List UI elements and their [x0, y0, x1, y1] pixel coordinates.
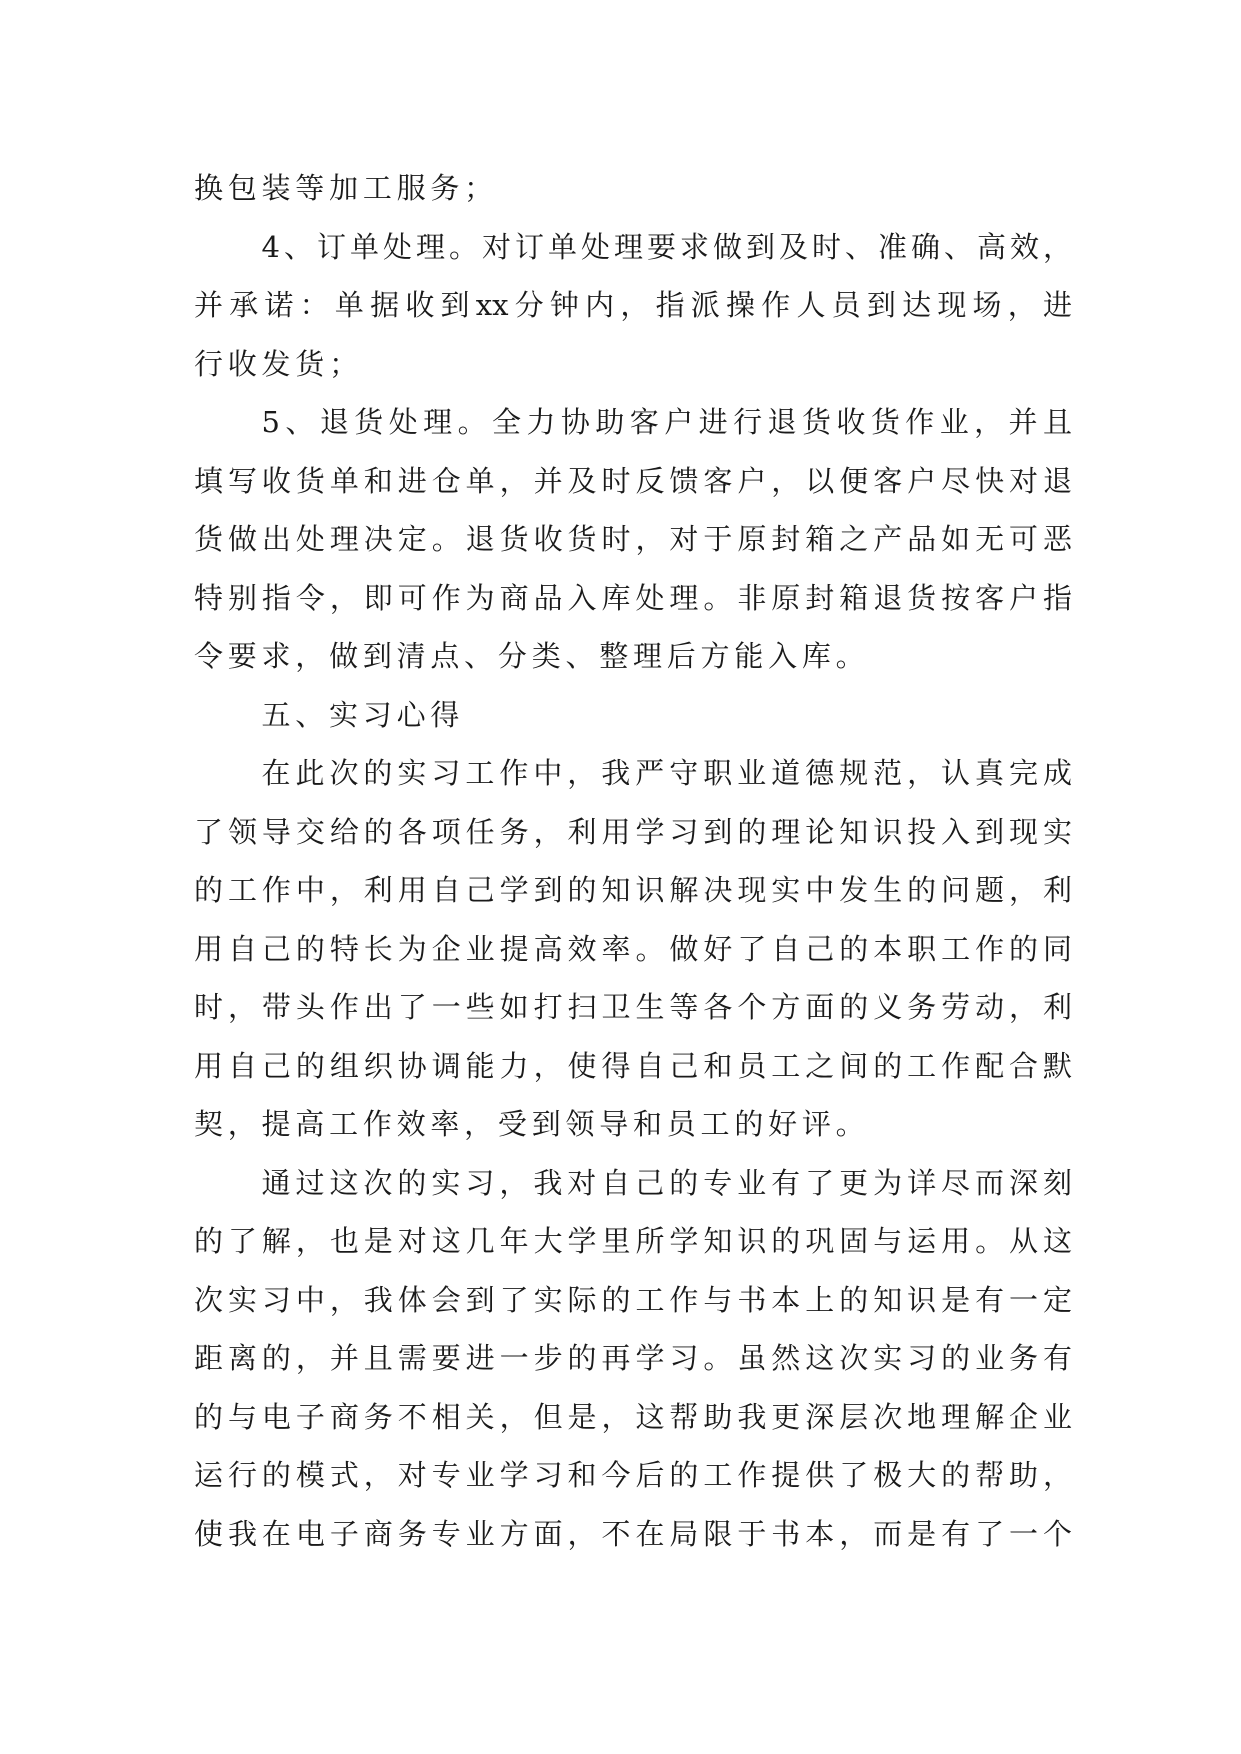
text-line: 使我在电子商务专业方面，不在局限于书本，而是有了一个: [194, 1516, 1072, 1551]
paragraph: [194, 1154, 1072, 1564]
text-line: 换包装等加工服务；: [194, 171, 498, 205]
text-line: 通过这次的实习，我对自己的专业有了更为详尽而深刻: [261, 1165, 1072, 1200]
paragraph: [194, 393, 1072, 686]
text-line: 特别指令，即可作为商品入库处理。非原封箱退货按客户指: [194, 580, 1072, 615]
text-line: 并承诺：单据收到xx分钟内，指派操作人员到达现场，进: [194, 288, 1072, 322]
body-text: [194, 159, 1072, 1563]
section-heading-block: [194, 686, 1072, 745]
text-line: 运行的模式，对专业学习和今后的工作提供了极大的帮助，: [194, 1458, 1072, 1492]
section-heading: 五、实习心得: [261, 697, 465, 732]
text-line: 的工作中，利用自己学到的知识解决现实中发生的问题，利: [194, 873, 1072, 907]
text-line: 用自己的特长为企业提高效率。做好了自己的本职工作的同: [194, 931, 1072, 966]
paragraph: [194, 218, 1072, 394]
text-line: 契，提高工作效率，受到领导和员工的好评。: [194, 1107, 870, 1141]
text-line: 令要求，做到清点、分类、整理后方能入库。: [194, 639, 870, 673]
text-line: 5、退货处理。全力协助客户进行退货收货作业，并且: [261, 405, 1072, 439]
text-line: 在此次的实习工作中，我严守职业道德规范，认真完成: [261, 756, 1072, 790]
text-line: 了领导交给的各项任务，利用学习到的理论知识投入到现实: [194, 814, 1072, 849]
text-line: 距离的，并且需要进一步的再学习。虽然这次实习的业务有: [194, 1341, 1072, 1375]
text-line: 货做出处理决定。退货收货时，对于原封箱之产品如无可恶: [194, 522, 1072, 556]
text-line: 时，带头作出了一些如打扫卫生等各个方面的义务劳动，利: [194, 990, 1072, 1024]
text-line: 行收发货；: [194, 346, 363, 381]
text-line: 4、订单处理。对订单处理要求做到及时、准确、高效，: [261, 229, 1072, 264]
text-line: 用自己的组织协调能力，使得自己和员工之间的工作配合默: [194, 1048, 1072, 1083]
text-line: 的与电子商务不相关，但是，这帮助我更深层次地理解企业: [194, 1399, 1072, 1434]
paragraph: [194, 744, 1072, 1154]
paragraph: [194, 159, 1072, 218]
text-line: 的了解，也是对这几年大学里所学知识的巩固与运用。从这: [194, 1224, 1072, 1258]
text-line: 填写收货单和进仓单，并及时反馈客户，以便客户尽快对退: [194, 463, 1072, 498]
text-line: 次实习中，我体会到了实际的工作与书本上的知识是有一定: [194, 1282, 1072, 1317]
